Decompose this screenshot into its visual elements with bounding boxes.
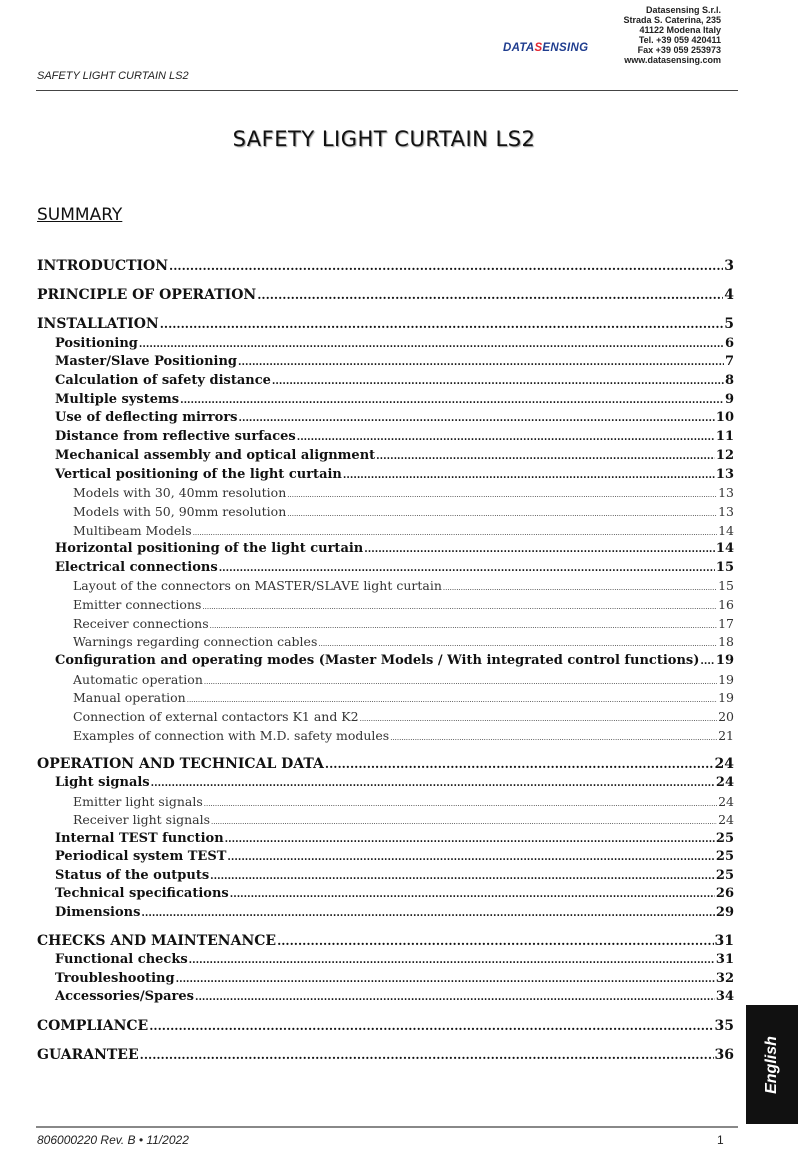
toc-entry[interactable] — [73, 794, 734, 809]
toc-entry[interactable] — [73, 812, 734, 827]
toc-entry-title: Emitter connections — [73, 597, 202, 612]
toc-leader-dots — [230, 889, 715, 900]
toc-leader-dots — [151, 778, 715, 789]
toc-leader-dots — [360, 715, 717, 723]
toc-leader-dots — [287, 510, 717, 518]
toc-entry-title: Use of deflecting mirrors — [55, 410, 238, 425]
toc-entry[interactable] — [73, 616, 734, 631]
toc-entry[interactable] — [73, 728, 734, 743]
toc-entry-page: 34 — [715, 989, 734, 1004]
toc-entry[interactable] — [55, 560, 734, 575]
toc-entry-title: OPERATION AND TECHNICAL DATA — [37, 756, 324, 772]
toc-leader-dots — [189, 955, 715, 966]
toc-entry-page: 24 — [718, 812, 734, 827]
toc-leader-dots — [227, 852, 715, 863]
toc-leader-dots — [390, 734, 717, 742]
toc-entry[interactable] — [73, 634, 734, 649]
company-address — [581, 5, 721, 65]
toc-entry-title: Multibeam Models — [73, 523, 192, 538]
toc-leader-dots — [204, 800, 717, 808]
toc-entry[interactable] — [37, 1018, 734, 1034]
running-header: SAFETY LIGHT CURTAIN LS2 — [37, 70, 189, 82]
toc-entry[interactable] — [37, 933, 734, 949]
toc-entry-title: Dimensions — [55, 905, 141, 920]
toc-entry-page: 12 — [715, 448, 734, 463]
toc-leader-dots — [318, 640, 717, 648]
toc-leader-dots — [364, 544, 715, 555]
toc-leader-dots — [225, 834, 715, 845]
toc-entry[interactable] — [73, 672, 734, 687]
toc-entry-page: 10 — [715, 410, 734, 425]
toc-entry-page: 15 — [715, 560, 734, 575]
document-title: SAFETY LIGHT CURTAIN LS2 — [232, 127, 536, 151]
toc-leader-dots — [211, 818, 717, 826]
summary-heading: SUMMARY — [37, 205, 123, 225]
toc-leader-dots — [257, 288, 723, 302]
toc-leader-dots — [180, 395, 724, 406]
toc-entry-title: Internal TEST function — [55, 831, 224, 846]
toc-entry-page: 19 — [718, 672, 734, 687]
toc-entry-page: 9 — [724, 392, 734, 407]
toc-entry-title: Positioning — [55, 336, 138, 351]
toc-leader-dots — [277, 934, 713, 948]
toc-leader-dots — [204, 678, 717, 686]
toc-leader-dots — [176, 974, 715, 985]
toc-entry-title: Accessories/Spares — [55, 989, 194, 1004]
toc-entry-page: 19 — [715, 653, 734, 668]
toc-entry[interactable] — [37, 316, 734, 332]
toc-leader-dots — [140, 1048, 714, 1062]
toc-entry-page: 21 — [718, 728, 734, 743]
language-label: English — [763, 1035, 780, 1094]
toc-entry-title: Periodical system TEST — [55, 849, 227, 864]
toc-entry[interactable] — [55, 373, 734, 388]
toc-entry[interactable] — [37, 756, 734, 772]
toc-entry-title: Warnings regarding connection cables — [73, 634, 318, 649]
toc-entry-page: 16 — [718, 597, 734, 612]
toc-entry-title: Light signals — [55, 775, 150, 790]
toc-entry-page: 8 — [724, 373, 734, 388]
toc-entry-page: 13 — [715, 467, 734, 482]
toc-entry-page: 13 — [718, 504, 734, 519]
toc-entry-page: 25 — [715, 849, 734, 864]
toc-leader-dots — [169, 259, 723, 273]
toc-entry-page: 3 — [724, 258, 734, 274]
toc-entry[interactable] — [55, 886, 734, 901]
toc-entry-title: Manual operation — [73, 690, 186, 705]
language-tab — [746, 1005, 798, 1124]
footer-divider — [36, 1126, 738, 1128]
toc-entry-title: Multiple systems — [55, 392, 180, 407]
toc-entry[interactable] — [55, 392, 734, 407]
toc-entry-title: Distance from reflective surfaces — [55, 429, 296, 444]
toc-leader-dots — [297, 432, 715, 443]
toc-entry[interactable] — [55, 831, 734, 846]
toc-leader-dots — [238, 357, 724, 368]
toc-leader-dots — [193, 529, 717, 537]
toc-entry[interactable] — [55, 849, 734, 864]
toc-leader-dots — [210, 622, 717, 630]
toc-entry[interactable] — [55, 467, 734, 482]
toc-entry-title: Models with 50, 90mm resolution — [73, 504, 287, 519]
toc-entry-page: 31 — [715, 952, 734, 967]
toc-entry[interactable] — [73, 597, 734, 612]
toc-entry[interactable] — [37, 1047, 734, 1063]
toc-leader-dots — [272, 376, 724, 387]
toc-entry-title: INSTALLATION — [37, 316, 159, 332]
toc-entry[interactable] — [55, 653, 734, 668]
toc-entry[interactable] — [55, 952, 734, 967]
toc-entry-page: 6 — [724, 336, 734, 351]
document-reference: 806000220 Rev. B • 11/2022 — [37, 1133, 189, 1147]
page-number: 1 — [717, 1133, 724, 1147]
company-name: Datasensing S.r.l. — [645, 5, 721, 15]
toc-entry-title: Models with 30, 40mm resolution — [73, 485, 287, 500]
company-city: 41122 Modena Italy — [639, 25, 721, 35]
toc-entry-title: Vertical positioning of the light curtain — [55, 467, 342, 482]
toc-entry-title: Functional checks — [55, 952, 188, 967]
toc-leader-dots — [187, 696, 717, 704]
toc-entry[interactable] — [55, 775, 734, 790]
toc-entry-title: Mechanical assembly and optical alignment — [55, 448, 376, 463]
toc-entry-page: 35 — [714, 1018, 734, 1034]
toc-entry[interactable] — [55, 868, 734, 883]
toc-entry-title: Horizontal positioning of the light curtain — [55, 541, 364, 556]
header-divider — [36, 90, 738, 91]
toc-entry-title: Emitter light signals — [73, 794, 203, 809]
toc-entry-title: Electrical connections — [55, 560, 218, 575]
toc-entry-page: 24 — [714, 756, 734, 772]
toc-entry-title: Automatic operation — [73, 672, 203, 687]
toc-leader-dots — [376, 451, 715, 462]
toc-entry-title: PRINCIPLE OF OPERATION — [37, 287, 257, 303]
toc-entry-page: 11 — [715, 429, 734, 444]
toc-entry[interactable] — [73, 578, 734, 593]
toc-entry-page: 25 — [715, 868, 734, 883]
toc-entry-page: 17 — [718, 616, 734, 631]
toc-leader-dots — [219, 563, 715, 574]
toc-entry-page: 14 — [715, 541, 734, 556]
toc-leader-dots — [210, 871, 715, 882]
toc-entry-page: 32 — [715, 971, 734, 986]
datasensing-logo: DATASENSING — [503, 42, 589, 54]
toc-entry-title: Connection of external contactors K1 and K2 — [73, 709, 359, 724]
toc-entry-page: 26 — [715, 886, 734, 901]
toc-entry-title: Examples of connection with M.D. safety modules — [73, 728, 390, 743]
company-fax: Fax +39 059 253973 — [637, 45, 721, 55]
toc-entry[interactable] — [73, 485, 734, 500]
toc-entry-page: 15 — [718, 578, 734, 593]
toc-entry-title: Master/Slave Positioning — [55, 354, 238, 369]
toc-leader-dots — [238, 413, 714, 424]
toc-entry[interactable] — [55, 354, 734, 369]
toc-entry-title: CHECKS AND MAINTENANCE — [37, 933, 277, 949]
toc-entry-title: Technical specifications — [55, 886, 229, 901]
company-phone: Tel. +39 059 420411 — [638, 35, 721, 45]
company-street: Strada S. Caterina, 235 — [623, 15, 721, 25]
toc-entry-title: Receiver connections — [73, 616, 209, 631]
toc-entry-page: 5 — [724, 316, 734, 332]
toc-entry-title: Calculation of safety distance — [55, 373, 271, 388]
toc-entry-page: 25 — [715, 831, 734, 846]
toc-entry-page: 18 — [718, 634, 734, 649]
toc-leader-dots — [149, 1019, 713, 1033]
toc-leader-dots — [195, 992, 715, 1003]
toc-leader-dots — [700, 656, 715, 667]
toc-entry[interactable] — [55, 429, 734, 444]
toc-leader-dots — [160, 317, 724, 331]
toc-entry[interactable] — [55, 971, 734, 986]
toc-entry[interactable] — [37, 258, 734, 274]
toc-leader-dots — [287, 491, 717, 499]
toc-entry-title: INTRODUCTION — [37, 258, 169, 274]
toc-entry[interactable] — [73, 504, 734, 519]
toc-entry-page: 36 — [714, 1047, 734, 1063]
toc-entry-page: 14 — [718, 523, 734, 538]
toc-entry[interactable] — [73, 709, 734, 724]
toc-entry-title: GUARANTEE — [37, 1047, 139, 1063]
toc-entry[interactable] — [37, 287, 734, 303]
toc-entry-page: 20 — [718, 709, 734, 724]
toc-entry-page: 24 — [718, 794, 734, 809]
toc-entry-page: 31 — [714, 933, 734, 949]
toc-entry[interactable] — [55, 410, 734, 425]
toc-entry[interactable] — [73, 523, 734, 538]
toc-entry-title: Status of the outputs — [55, 868, 210, 883]
toc-entry-page: 13 — [718, 485, 734, 500]
toc-entry[interactable] — [55, 989, 734, 1004]
toc-entry-page: 4 — [724, 287, 734, 303]
toc-entry[interactable] — [73, 690, 734, 705]
company-website: www.datasensing.com — [624, 55, 721, 65]
toc-entry[interactable] — [55, 541, 734, 556]
toc-entry-title: Troubleshooting — [55, 971, 175, 986]
toc-entry-title: Configuration and operating modes (Master Models / With integrated control functions) — [55, 653, 700, 668]
toc-entry-title: Layout of the connectors on MASTER/SLAVE light curtain — [73, 578, 442, 593]
toc-leader-dots — [443, 584, 717, 592]
toc-leader-dots — [202, 603, 717, 611]
toc-entry-page: 7 — [724, 354, 734, 369]
toc-leader-dots — [343, 470, 715, 481]
toc-entry-title: COMPLIANCE — [37, 1018, 149, 1034]
toc-entry-page: 29 — [715, 905, 734, 920]
toc-entry-page: 19 — [718, 690, 734, 705]
toc-entry[interactable] — [55, 448, 734, 463]
toc-leader-dots — [141, 908, 715, 919]
toc-entry[interactable] — [55, 336, 734, 351]
toc-leader-dots — [325, 757, 714, 771]
toc-entry-title: Receiver light signals — [73, 812, 210, 827]
toc-leader-dots — [139, 339, 724, 350]
toc-entry[interactable] — [55, 905, 734, 920]
toc-entry-page: 24 — [715, 775, 734, 790]
